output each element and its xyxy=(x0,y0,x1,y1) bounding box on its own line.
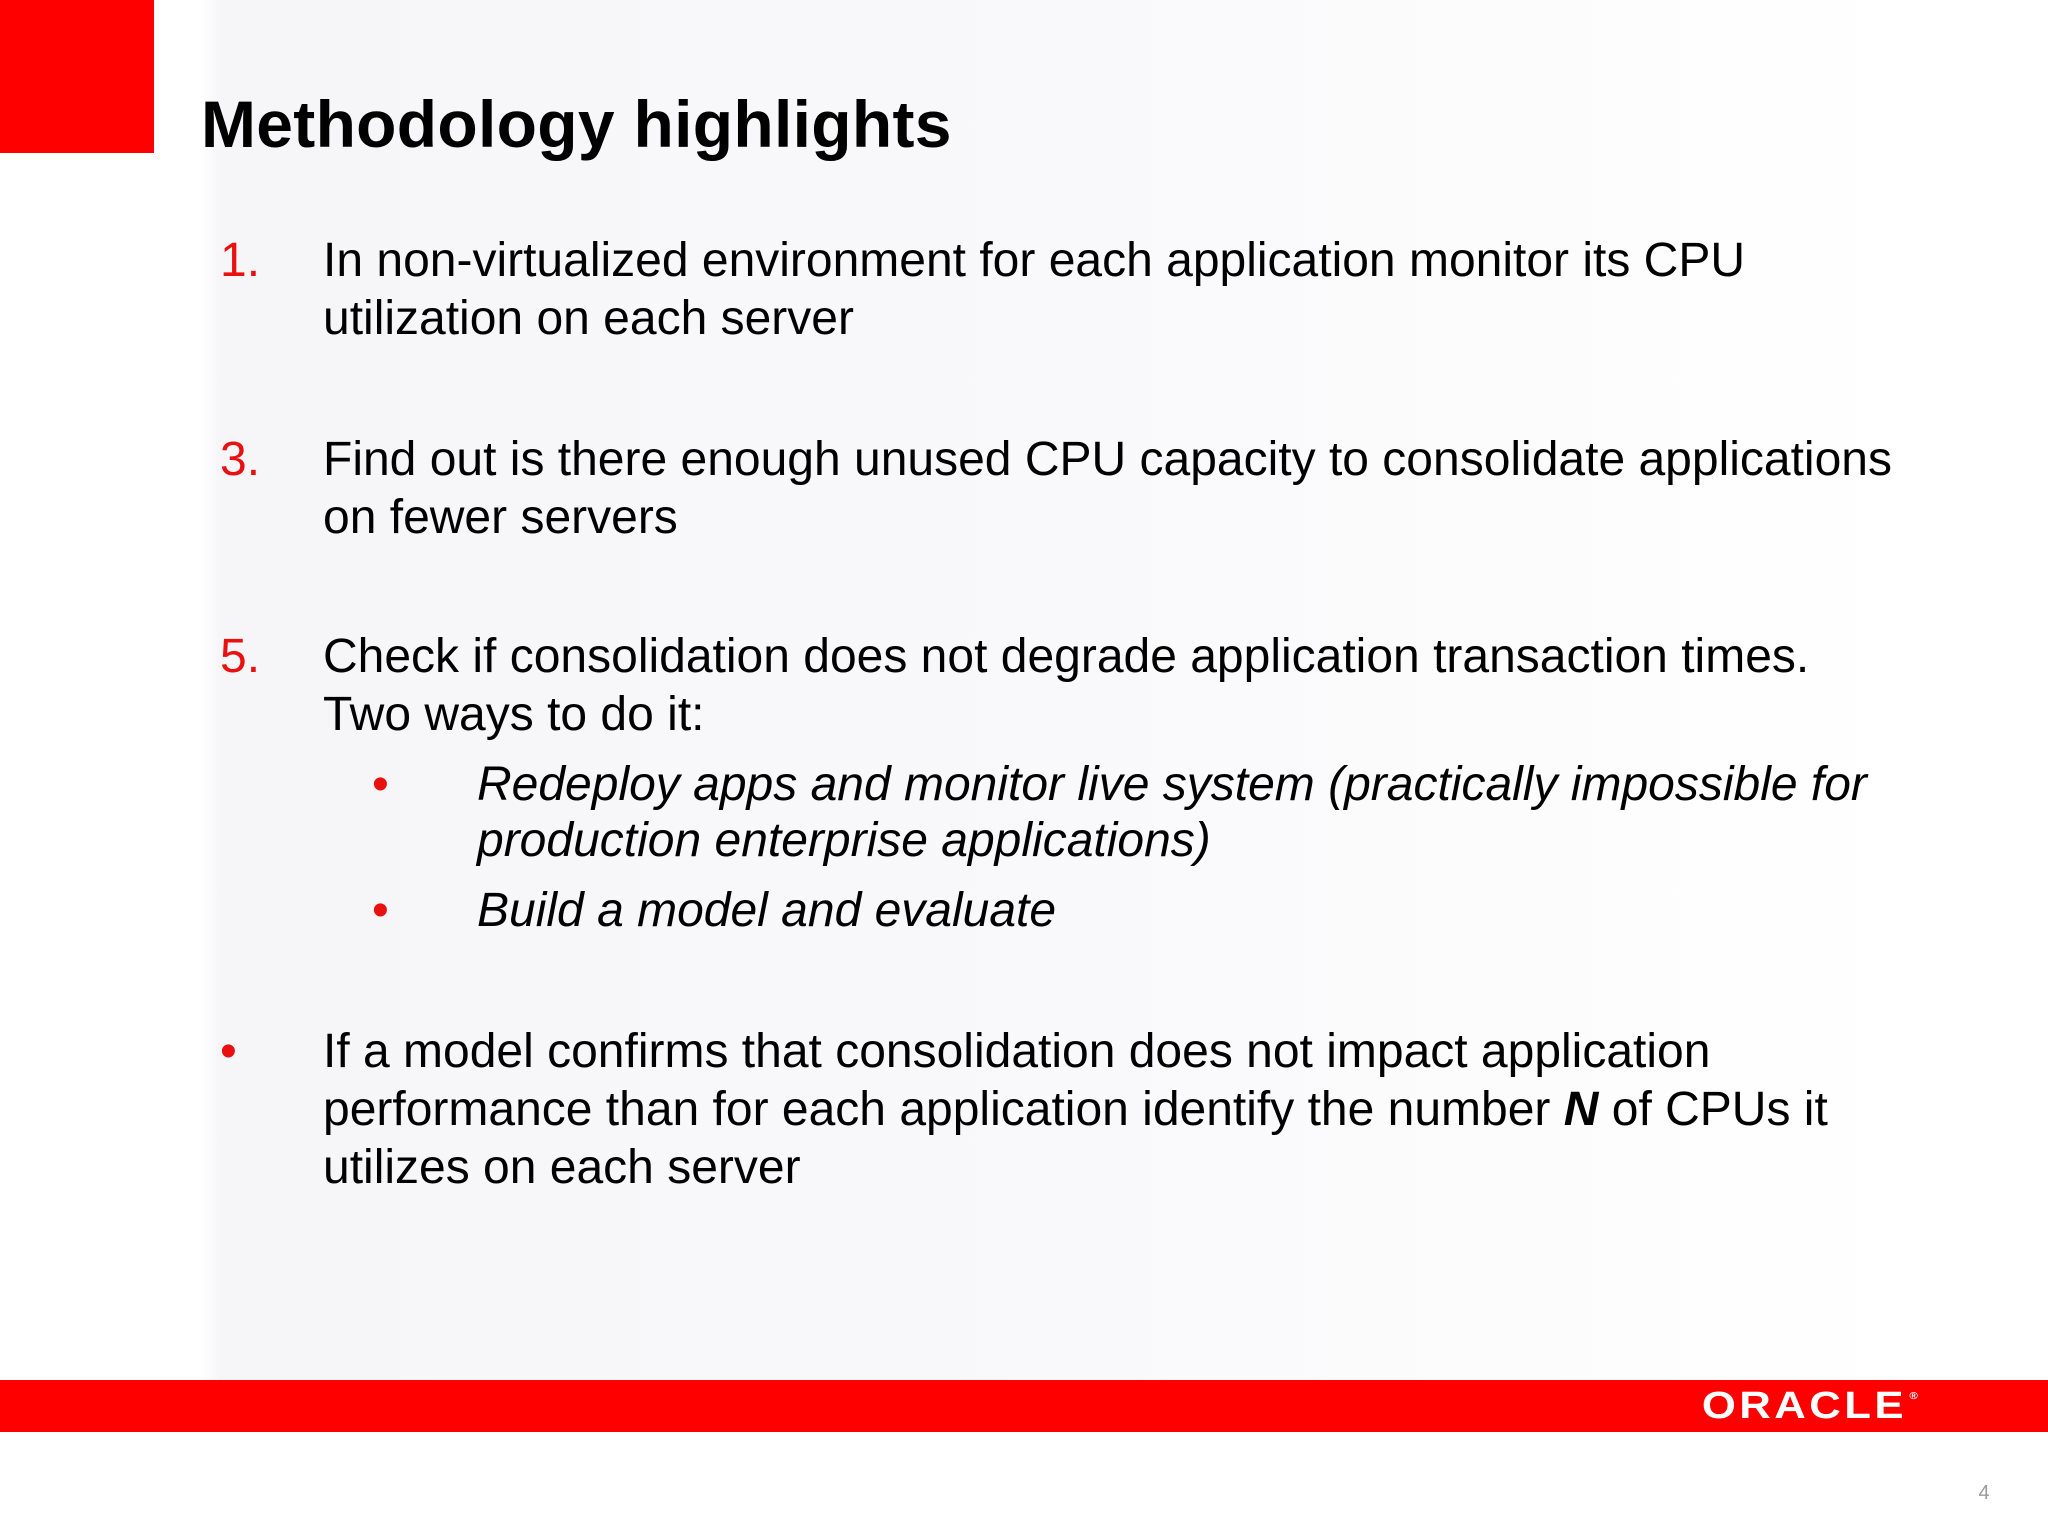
list-item-text: In non-virtualized environment for each application monitor its CPU utilization on each server xyxy=(323,234,1746,345)
oracle-logo xyxy=(1701,1384,1918,1427)
page-number: 4 xyxy=(1978,1482,1990,1504)
bullet-marker: • xyxy=(372,884,389,937)
slide-title: Methodology highlights xyxy=(201,87,952,161)
footer-bar xyxy=(0,1380,2048,1432)
bullet-marker: • xyxy=(220,1025,237,1078)
list-item-text xyxy=(323,1023,1903,1197)
list-marker: 5. xyxy=(220,630,261,683)
sub-item-text: Redeploy apps and monitor live system (practically impossible for production enterprise applications) xyxy=(477,758,1867,867)
list-marker: 3. xyxy=(220,433,261,486)
bullet-marker: • xyxy=(372,758,389,811)
list-marker: 1. xyxy=(220,234,261,287)
sub-item-text: Build a model and evaluate xyxy=(477,884,1057,937)
list-item-text: Check if consolidation does not degrade application transaction times. Two ways to do it: xyxy=(323,630,1810,741)
registered-mark: ® xyxy=(1909,1390,1918,1402)
list-item-text: Find out is there enough unused CPU capacity to consolidate applications on fewer servers xyxy=(323,433,1892,544)
text-after: of CPUs it utilizes on each server xyxy=(323,1083,1828,1194)
emphasis-n: N xyxy=(1563,1083,1599,1136)
oracle-logo-text: ORACLE xyxy=(1701,1384,1908,1427)
text-before: If a model confirms that consolidation does not impact application performance than for each application identify the number xyxy=(323,1025,1711,1136)
